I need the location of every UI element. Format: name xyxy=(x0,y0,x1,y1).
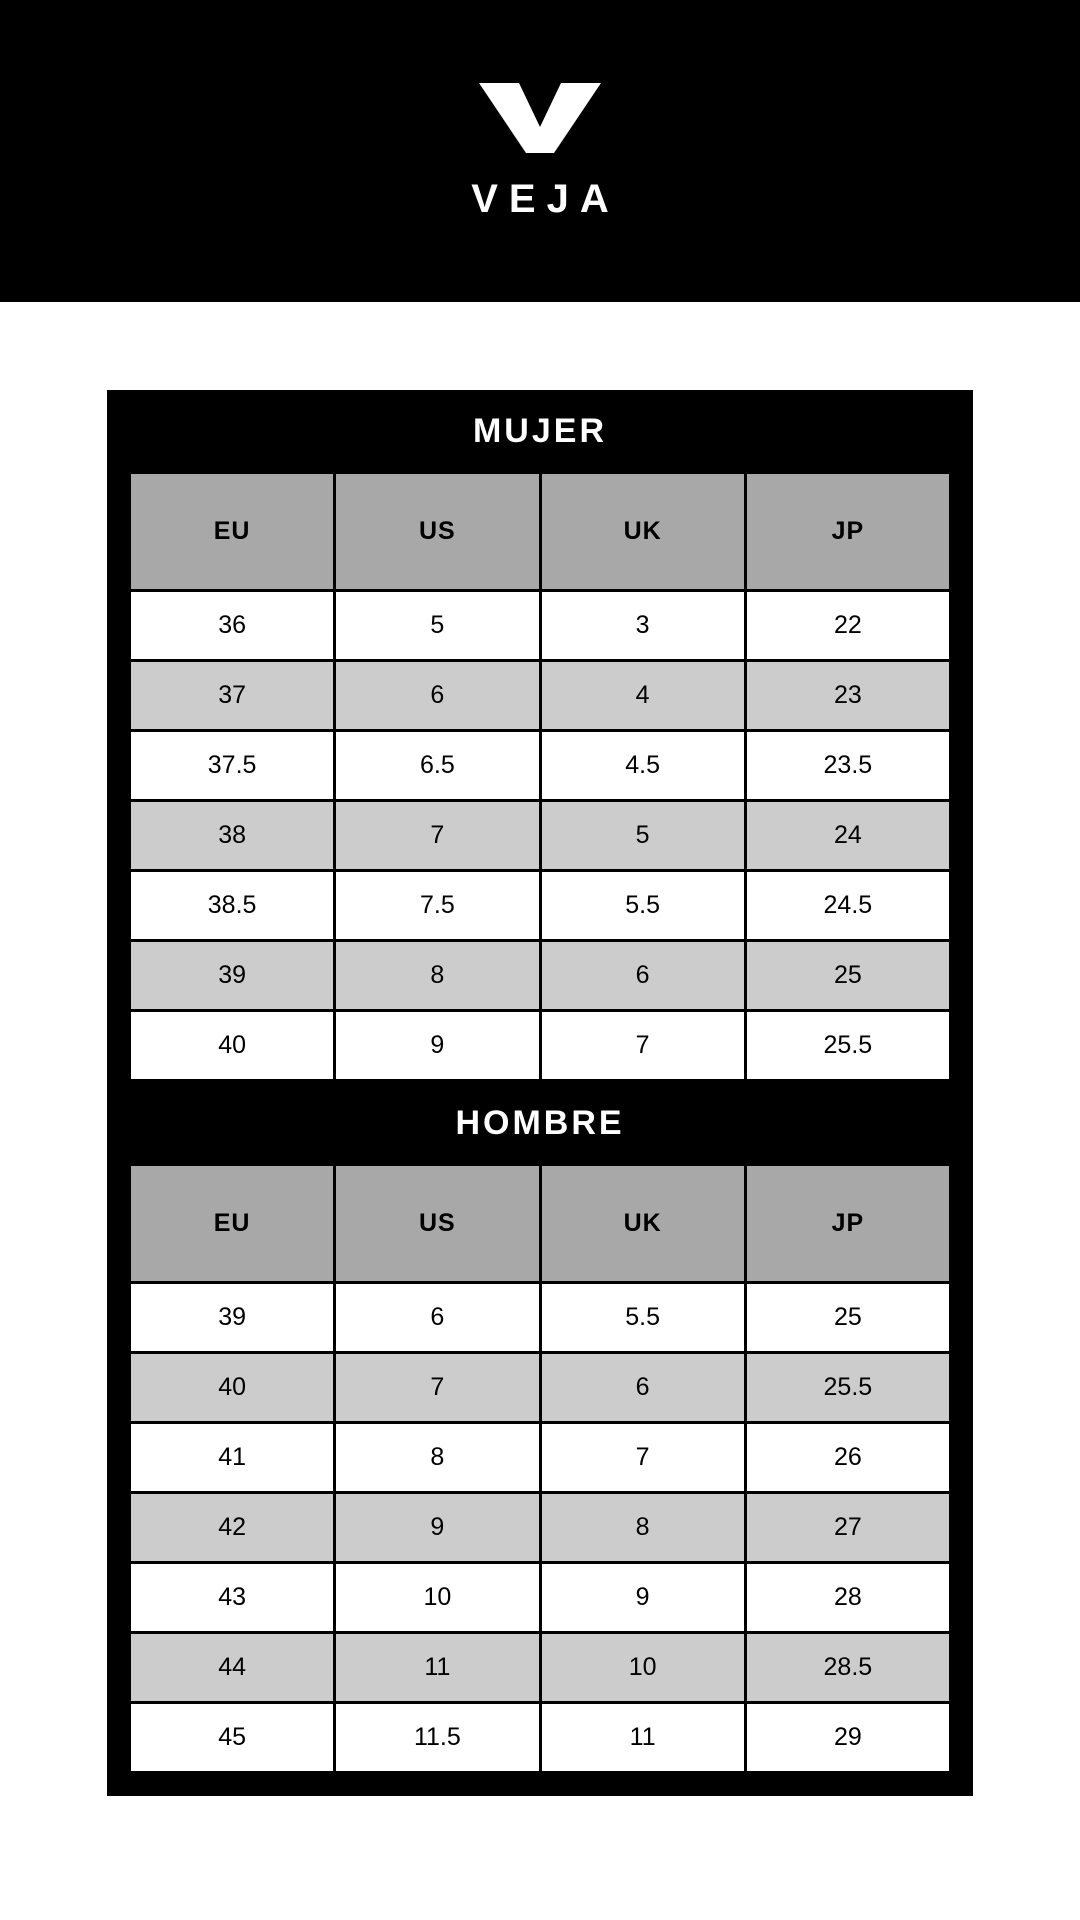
cell-eu: 43 xyxy=(130,1563,335,1633)
cell-jp: 25.5 xyxy=(745,1011,950,1081)
cell-uk: 3 xyxy=(540,591,745,661)
cell-eu: 39 xyxy=(130,1283,335,1353)
col-header-uk: UK xyxy=(540,1165,745,1283)
brand-name: VEJA xyxy=(471,176,620,221)
cell-uk: 4.5 xyxy=(540,731,745,801)
cell-uk: 7 xyxy=(540,1011,745,1081)
cell-jp: 27 xyxy=(745,1493,950,1563)
table-header-row xyxy=(130,1165,951,1283)
table-row xyxy=(130,801,951,871)
cell-uk: 6 xyxy=(540,1353,745,1423)
cell-us: 6.5 xyxy=(335,731,540,801)
cell-us: 7 xyxy=(335,1353,540,1423)
table-row xyxy=(130,661,951,731)
col-header-eu: EU xyxy=(130,1165,335,1283)
cell-us: 11 xyxy=(335,1633,540,1703)
cell-eu: 39 xyxy=(130,941,335,1011)
section-title-men: HOMBRE xyxy=(107,1082,973,1163)
cell-us: 5 xyxy=(335,591,540,661)
cell-us: 9 xyxy=(335,1011,540,1081)
cell-jp: 25 xyxy=(745,941,950,1011)
cell-eu: 37.5 xyxy=(130,731,335,801)
cell-jp: 23 xyxy=(745,661,950,731)
cell-eu: 44 xyxy=(130,1633,335,1703)
col-header-us: US xyxy=(335,1165,540,1283)
cell-us: 9 xyxy=(335,1493,540,1563)
cell-jp: 24 xyxy=(745,801,950,871)
cell-uk: 4 xyxy=(540,661,745,731)
cell-eu: 36 xyxy=(130,591,335,661)
cell-uk: 8 xyxy=(540,1493,745,1563)
cell-jp: 22 xyxy=(745,591,950,661)
table-row xyxy=(130,591,951,661)
cell-us: 7.5 xyxy=(335,871,540,941)
col-header-jp: JP xyxy=(745,473,950,591)
table-row xyxy=(130,1493,951,1563)
cell-uk: 7 xyxy=(540,1423,745,1493)
cell-jp: 25 xyxy=(745,1283,950,1353)
col-header-jp: JP xyxy=(745,1165,950,1283)
cell-jp: 26 xyxy=(745,1423,950,1493)
table-row xyxy=(130,941,951,1011)
cell-uk: 5.5 xyxy=(540,871,745,941)
brand-header xyxy=(0,0,1080,302)
cell-jp: 28 xyxy=(745,1563,950,1633)
table-row xyxy=(130,731,951,801)
cell-eu: 38.5 xyxy=(130,871,335,941)
table-row xyxy=(130,1563,951,1633)
veja-v-logo-icon xyxy=(477,81,603,155)
cell-jp: 23.5 xyxy=(745,731,950,801)
section-title-women: MUJER xyxy=(107,390,973,471)
cell-us: 8 xyxy=(335,1423,540,1493)
cell-eu: 42 xyxy=(130,1493,335,1563)
col-header-uk: UK xyxy=(540,473,745,591)
table-row xyxy=(130,1703,951,1773)
cell-eu: 40 xyxy=(130,1011,335,1081)
table-row xyxy=(130,1353,951,1423)
size-table-men xyxy=(128,1163,952,1774)
cell-eu: 38 xyxy=(130,801,335,871)
cell-us: 6 xyxy=(335,1283,540,1353)
cell-us: 6 xyxy=(335,661,540,731)
cell-us: 7 xyxy=(335,801,540,871)
cell-us: 10 xyxy=(335,1563,540,1633)
cell-eu: 41 xyxy=(130,1423,335,1493)
cell-eu: 37 xyxy=(130,661,335,731)
table-row xyxy=(130,1283,951,1353)
cell-uk: 5.5 xyxy=(540,1283,745,1353)
cell-us: 8 xyxy=(335,941,540,1011)
table-bottom-border xyxy=(107,1774,973,1796)
cell-uk: 11 xyxy=(540,1703,745,1773)
cell-uk: 6 xyxy=(540,941,745,1011)
col-header-us: US xyxy=(335,473,540,591)
size-table-women xyxy=(128,471,952,1082)
table-row xyxy=(130,1423,951,1493)
cell-jp: 28.5 xyxy=(745,1633,950,1703)
table-row xyxy=(130,871,951,941)
table-header-row xyxy=(130,473,951,591)
size-chart-container xyxy=(107,390,973,1796)
cell-us: 11.5 xyxy=(335,1703,540,1773)
table-row xyxy=(130,1011,951,1081)
cell-jp: 24.5 xyxy=(745,871,950,941)
cell-uk: 9 xyxy=(540,1563,745,1633)
cell-uk: 10 xyxy=(540,1633,745,1703)
col-header-eu: EU xyxy=(130,473,335,591)
cell-eu: 40 xyxy=(130,1353,335,1423)
table-row xyxy=(130,1633,951,1703)
cell-jp: 25.5 xyxy=(745,1353,950,1423)
cell-uk: 5 xyxy=(540,801,745,871)
cell-eu: 45 xyxy=(130,1703,335,1773)
cell-jp: 29 xyxy=(745,1703,950,1773)
